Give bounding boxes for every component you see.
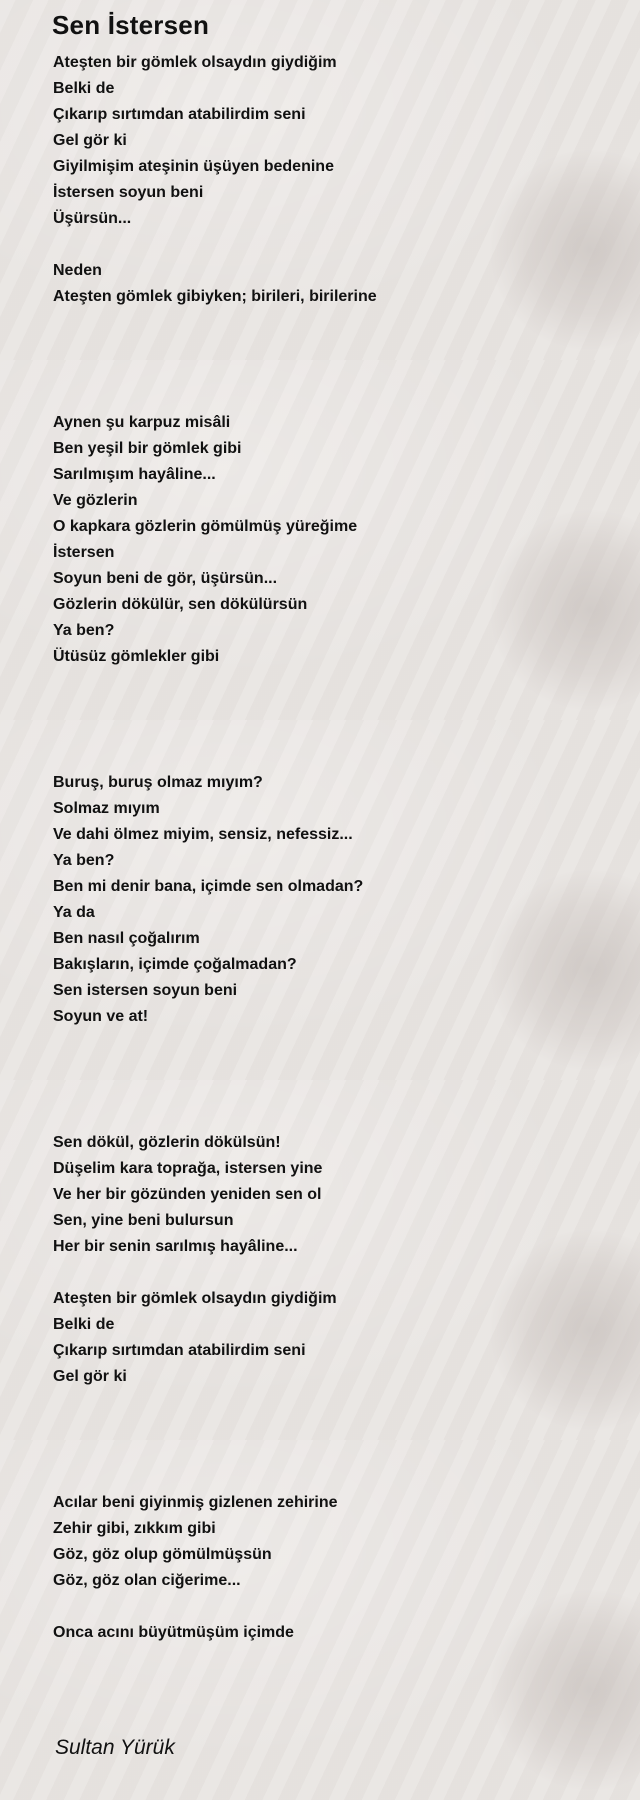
poem-line: Ateşten bir gömlek olsaydın giydiğim: [53, 1290, 337, 1307]
poem-line: Giyilmişim ateşinin üşüyen bedenine: [53, 158, 334, 175]
poem-line: Ve her bir gözünden yeniden sen ol: [53, 1186, 322, 1203]
poem-line: Ya ben?: [53, 852, 115, 869]
poem-line: Sen dökül, gözlerin dökülsün!: [53, 1134, 281, 1151]
poem-line: Ben nasıl çoğalırım: [53, 930, 200, 947]
poem-stanza: [53, 770, 613, 1030]
poem-line: Neden: [53, 262, 102, 279]
poem-line: Çıkarıp sırtımdan atabilirdim seni: [53, 106, 306, 123]
poem-line: Bakışların, içimde çoğalmadan?: [53, 956, 297, 973]
poem-stanza: [53, 1490, 613, 1646]
poem-line: İstersen soyun beni: [53, 184, 204, 201]
poem-line: Aynen şu karpuz misâli: [53, 414, 231, 431]
poem-line: Ya da: [53, 904, 95, 921]
blank-line: [53, 232, 613, 258]
poem-stanza: [53, 1130, 613, 1390]
poem-stanza: [53, 410, 613, 670]
poem-line: Zehir gibi, zıkkım gibi: [53, 1520, 216, 1537]
poem-line: Düşelim kara toprağa, istersen yine: [53, 1160, 323, 1177]
poem-line: Onca acını büyütmüşüm içimde: [53, 1624, 294, 1641]
poem-line: Ve dahi ölmez miyim, sensiz, nefessiz...: [53, 826, 353, 843]
poem-line: Soyun beni de gör, üşürsün...: [53, 570, 278, 587]
poem-line: Ben mi denir bana, içimde sen olmadan?: [53, 878, 364, 895]
poem-line: Çıkarıp sırtımdan atabilirdim seni: [53, 1342, 306, 1359]
poem-line: Ütüsüz gömlekler gibi: [53, 648, 220, 665]
poem-line: Sen, yine beni bulursun: [53, 1212, 234, 1229]
poem-line: Gel gör ki: [53, 132, 127, 149]
poem-line: Belki de: [53, 1316, 115, 1333]
poem-stanza: [53, 50, 613, 310]
poem-line: Her bir senin sarılmış hayâline...: [53, 1238, 298, 1255]
poem-line: Belki de: [53, 80, 115, 97]
blank-line: [53, 1594, 613, 1620]
poem-line: Ben yeşil bir gömlek gibi: [53, 440, 242, 457]
poem-body: [53, 50, 613, 1646]
poem-title: Sen İstersen: [52, 10, 210, 40]
poem-line: Soyun ve at!: [53, 1008, 149, 1025]
poem-line: Buruş, buruş olmaz mıyım?: [53, 774, 263, 791]
poem-line: Ve gözlerin: [53, 492, 138, 509]
poem-line: İstersen: [53, 544, 115, 561]
poem-line: Gel gör ki: [53, 1368, 127, 1385]
poem-line: Acılar beni giyinmiş gizlenen zehirine: [53, 1494, 338, 1511]
poem-line: Sen istersen soyun beni: [53, 982, 238, 999]
poem-line: Gözlerin dökülür, sen dökülürsün: [53, 596, 308, 613]
poem-line: Solmaz mıyım: [53, 800, 160, 817]
poem-line: Üşürsün...: [53, 210, 132, 227]
poem-line: Ateşten bir gömlek olsaydın giydiğim: [53, 54, 337, 71]
poem-line: Sarılmışım hayâline...: [53, 466, 216, 483]
poem-line: O kapkara gözlerin gömülmüş yüreğime: [53, 518, 358, 535]
poem-line: Ya ben?: [53, 622, 115, 639]
blank-line: [53, 1260, 613, 1286]
poem-line: Ateşten gömlek gibiyken; birileri, birilerine: [53, 288, 377, 305]
poem-line: Göz, göz olan ciğerime...: [53, 1572, 241, 1589]
poem-line: Göz, göz olup gömülmüşsün: [53, 1546, 272, 1563]
poem-author: Sultan Yürük: [55, 1736, 175, 1759]
